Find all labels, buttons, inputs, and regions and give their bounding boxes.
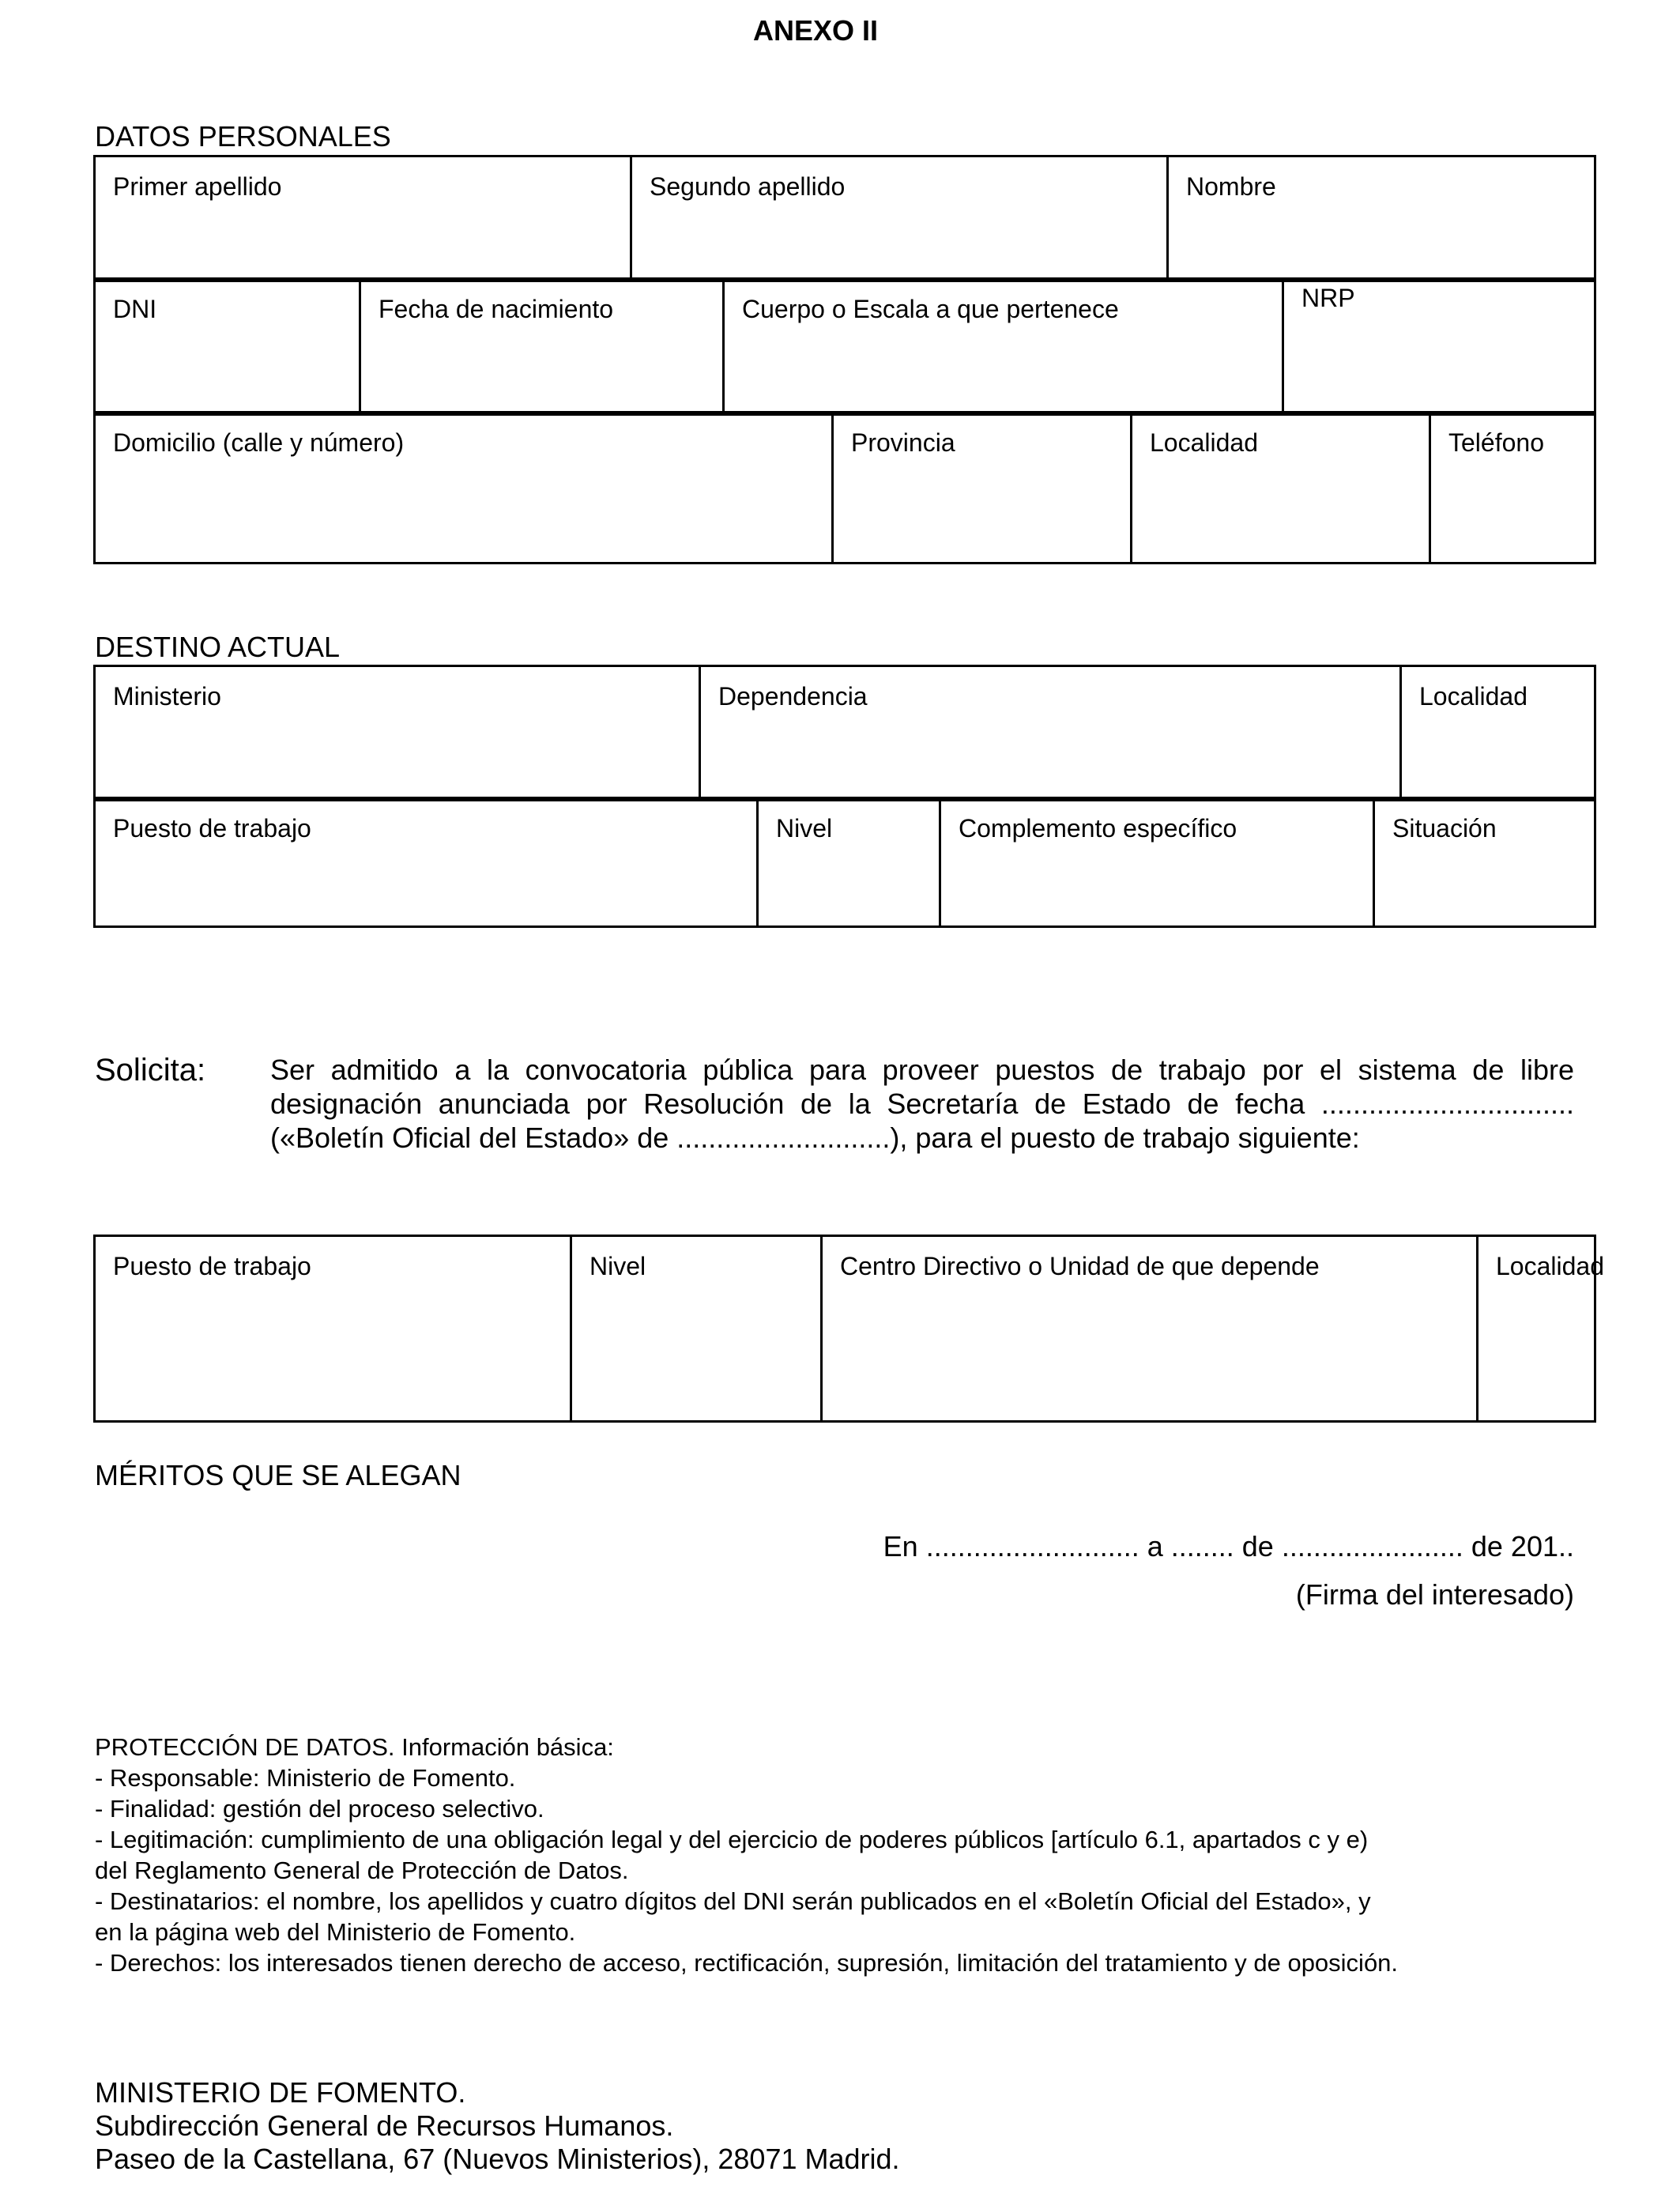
proteccion-line: - Derechos: los interesados tienen derecho de acceso, rectificación, supresión, limitación del tratamiento y de oposición. xyxy=(95,1949,1399,1977)
dni-field[interactable] xyxy=(95,279,360,415)
destino-localidad-label: Localidad xyxy=(1419,682,1527,711)
centro-directivo-label: Centro Directivo o Unidad de que depende xyxy=(840,1252,1320,1280)
ministerio-field[interactable] xyxy=(95,666,700,801)
personal-table-row3 xyxy=(93,411,1596,564)
nrp-field[interactable] xyxy=(1283,279,1595,415)
nombre-label: Nombre xyxy=(1186,172,1276,201)
segundo-apellido-field[interactable] xyxy=(631,156,1168,281)
nivel-actual-field[interactable] xyxy=(758,798,940,927)
destino-localidad-field[interactable] xyxy=(1401,666,1595,801)
domicilio-field[interactable] xyxy=(95,413,833,564)
telefono-label: Teléfono xyxy=(1448,428,1544,457)
fecha-line: En ........................... a ........ de ....................... de 201.. xyxy=(883,1530,1574,1563)
proteccion-line: - Responsable: Ministerio de Fomento. xyxy=(95,1764,516,1792)
telefono-field[interactable] xyxy=(1430,413,1595,564)
nivel-solicitado-label: Nivel xyxy=(590,1252,646,1280)
firma-label: (Firma del interesado) xyxy=(1295,1578,1574,1611)
localidad-field[interactable] xyxy=(1132,413,1430,564)
localidad-solicitada-field[interactable] xyxy=(1478,1236,1604,1422)
dependencia-label: Dependencia xyxy=(718,682,868,711)
nrp-label: NRP xyxy=(1301,284,1355,312)
fecha-nacimiento-label: Fecha de nacimiento xyxy=(379,295,614,323)
proteccion-datos xyxy=(95,1732,1596,1978)
primer-apellido-label: Primer apellido xyxy=(113,172,282,201)
solicita-text: Ser admitido a la convocatoria pública para proveer puestos de trabajo por el sistema de libre designación anunciada por Resolución de la Secretaría de Estado de fecha ................................ («Boletín Oficial del Estado» de ...........................), para el puesto de trabajo siguiente: xyxy=(270,1054,1574,1154)
centro-directivo-field[interactable] xyxy=(822,1236,1478,1422)
puesto-solicitado-table xyxy=(93,1235,1604,1423)
puesto-solicitado-field[interactable] xyxy=(95,1236,571,1422)
page-title: ANEXO II xyxy=(752,14,879,47)
solicita-label: Solicita: xyxy=(95,1053,206,1088)
puesto-actual-field[interactable] xyxy=(95,798,758,927)
complemento-field[interactable] xyxy=(940,798,1374,927)
proteccion-line: del Reglamento General de Protección de Datos. xyxy=(95,1857,629,1884)
primer-apellido-field[interactable] xyxy=(95,156,631,281)
personal-heading: DATOS PERSONALES xyxy=(95,120,391,153)
proteccion-line: - Legitimación: cumplimiento de una obligación legal y del ejercicio de poderes públicos [artículo 6.1, apartados c y e) xyxy=(95,1826,1369,1853)
nivel-actual-label: Nivel xyxy=(776,814,833,843)
address-line: Subdirección General de Recursos Humanos. xyxy=(95,2109,674,2142)
ministry-address xyxy=(95,2076,900,2176)
localidad-solicitada-label: Localidad xyxy=(1496,1252,1604,1280)
dni-label: DNI xyxy=(113,295,157,323)
situacion-label: Situación xyxy=(1392,814,1497,843)
meritos-heading: MÉRITOS QUE SE ALEGAN xyxy=(95,1459,461,1491)
nivel-solicitado-field[interactable] xyxy=(571,1236,822,1422)
nombre-field[interactable] xyxy=(1168,156,1595,281)
puesto-solicitado-label: Puesto de trabajo xyxy=(113,1252,311,1280)
puesto-actual-label: Puesto de trabajo xyxy=(113,814,311,843)
fecha-nacimiento-field[interactable] xyxy=(360,279,724,415)
provincia-field[interactable] xyxy=(833,413,1132,564)
destino-table-row2 xyxy=(93,797,1596,928)
cuerpo-escala-label: Cuerpo o Escala a que pertenece xyxy=(742,295,1119,323)
proteccion-line: en la página web del Ministerio de Fomento. xyxy=(95,1918,576,1946)
provincia-label: Provincia xyxy=(851,428,955,457)
cuerpo-escala-field[interactable] xyxy=(724,279,1283,415)
personal-table-row2 xyxy=(93,277,1596,416)
situacion-field[interactable] xyxy=(1374,798,1595,927)
destino-table-row1 xyxy=(93,665,1596,801)
segundo-apellido-label: Segundo apellido xyxy=(650,172,846,201)
proteccion-line: - Finalidad: gestión del proceso selectivo. xyxy=(95,1795,544,1823)
address-line: Paseo de la Castellana, 67 (Nuevos Ministerios), 28071 Madrid. xyxy=(95,2143,900,2175)
personal-table-row1 xyxy=(93,155,1596,282)
address-line: MINISTERIO DE FOMENTO. xyxy=(95,2076,466,2109)
ministerio-label: Ministerio xyxy=(113,682,221,711)
domicilio-label: Domicilio (calle y número) xyxy=(113,428,405,457)
complemento-label: Complemento específico xyxy=(959,814,1237,843)
destino-heading: DESTINO ACTUAL xyxy=(95,631,341,663)
proteccion-line: PROTECCIÓN DE DATOS. Información básica: xyxy=(95,1733,614,1761)
dependencia-field[interactable] xyxy=(700,666,1401,801)
localidad-label: Localidad xyxy=(1150,428,1258,457)
proteccion-line: - Destinatarios: el nombre, los apellidos y cuatro dígitos del DNI serán publicados en el «Boletín Oficial del Estado», y xyxy=(95,1887,1371,1915)
